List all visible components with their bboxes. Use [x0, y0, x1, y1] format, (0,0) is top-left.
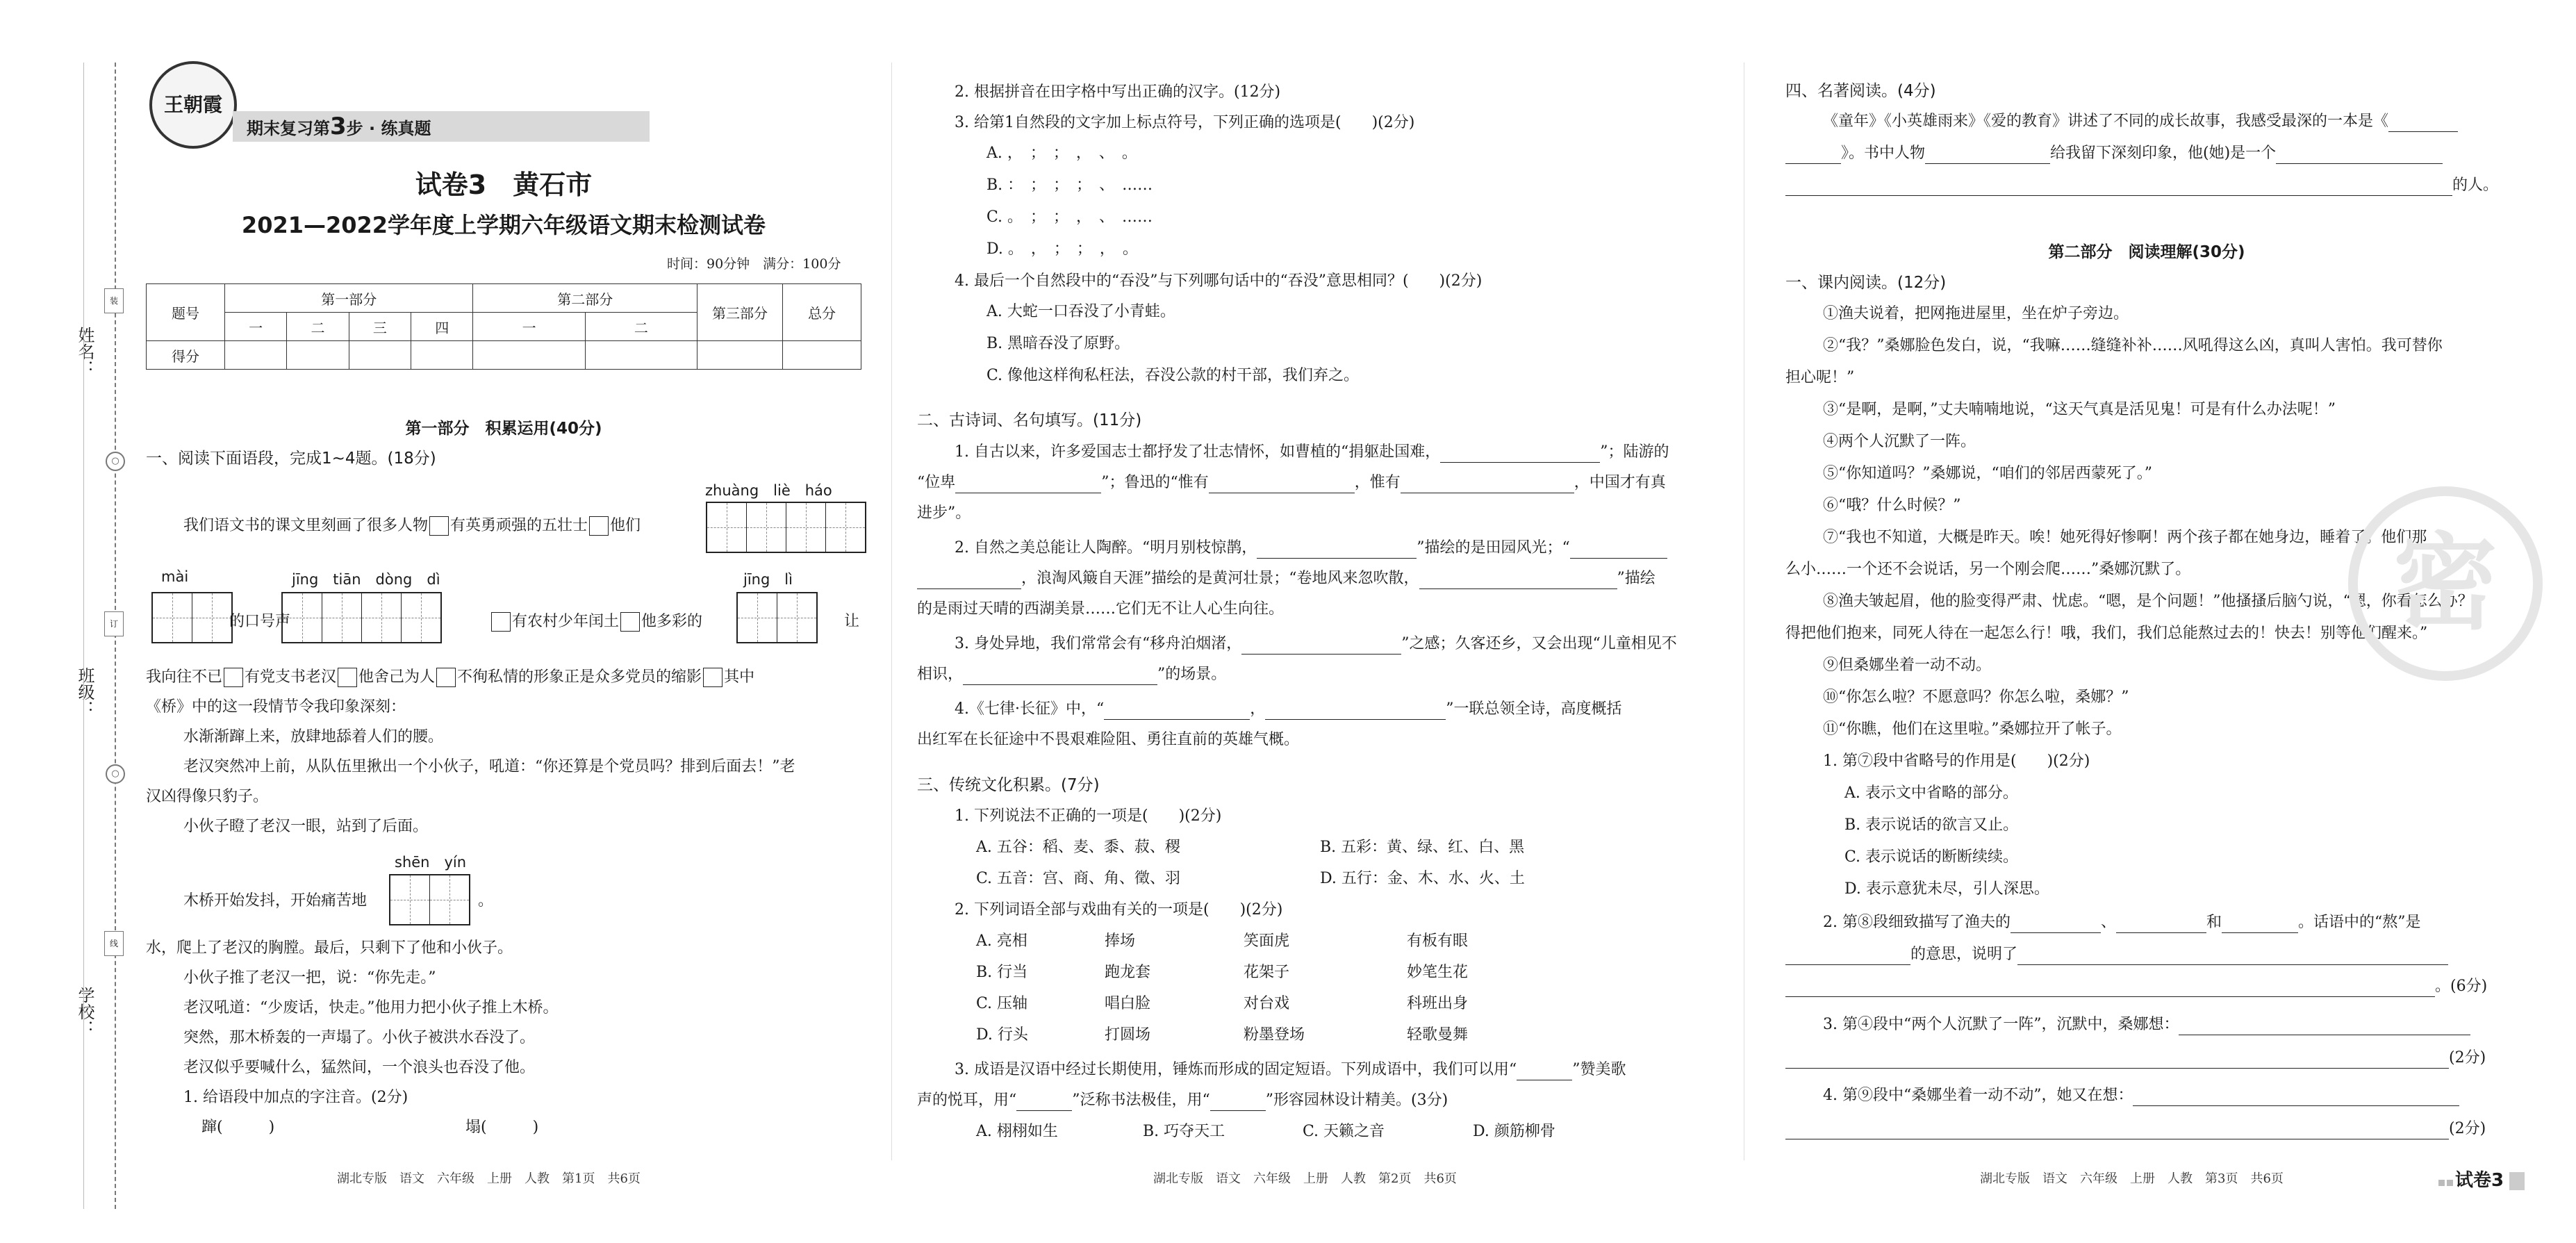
answer-blank[interactable] [1209, 476, 1355, 493]
section-heading: 二、古诗词、名句填写。(11分) [917, 411, 1142, 429]
text-line: ⑪“你瞧，他们在这里啦。”桑娜拉开了帐子。 [1823, 721, 2122, 738]
text-line: 突然，那木桥轰的一声塌了。小伙子被洪水吞没了。 [183, 1029, 536, 1046]
question: 一、阅读下面语段，完成1~4题。(18分) [146, 450, 436, 468]
class-label: 班级： [75, 667, 94, 717]
paper-tab: 试卷3 [2438, 1166, 2525, 1192]
option[interactable]: B. 巧夺天工 [1143, 1123, 1225, 1140]
text-line: 1. 自古以来，许多爱国志士都抒发了壮志情怀，如曹植的“捐躯赴国难， ”；陆游的 [955, 442, 1669, 463]
answer-blank[interactable] [2011, 916, 2101, 933]
section-heading: 第一部分 积累运用(40分) [405, 420, 602, 438]
question: 3. 给第1自然段的文字加上标点符号，下列正确的选项是( )(2分) [955, 114, 1415, 131]
option[interactable]: B. 表示说话的欲言又止。 [1844, 816, 2019, 834]
text-line: 有农村少年闰土 他多彩的 [490, 611, 702, 632]
option[interactable]: C. 天籁之音 [1303, 1123, 1385, 1140]
pinyin: zhuàng liè háo [705, 482, 832, 499]
punctuation-box[interactable] [338, 668, 357, 687]
text-line: 小伙子推了老汉一把，说：“你先走。” [183, 969, 436, 987]
answer-blank[interactable] [1785, 147, 1841, 164]
option[interactable]: D. 颜筋柳骨 [1473, 1123, 1555, 1140]
paper-title: 试卷3 黄石市 [415, 170, 593, 200]
answer-blank[interactable] [963, 668, 1157, 685]
answer-blank[interactable] [1785, 179, 2452, 196]
score-input[interactable] [473, 341, 585, 370]
answer-blank[interactable] [1517, 1063, 1572, 1080]
school-label: 学校： [75, 987, 94, 1037]
text-line: 得把他们抱来，同死人待在一起怎么行！哦，我们，我们总能熬过去的！快去！别等他们醒来。” [1785, 625, 2428, 642]
option-word: 花架子 [1244, 964, 1290, 981]
text-line: ①渔夫说着，把网拖进屋里，坐在炉子旁边。 [1823, 305, 2129, 322]
option[interactable]: A. 栩栩如生 [976, 1123, 1058, 1140]
name-label: 姓名： [75, 327, 94, 377]
text-line: ③“是啊，是啊，”丈夫喃喃地说，“这天气真是活见鬼！可是有什么办法呢！” [1823, 401, 2336, 418]
text-line: ④两个人沉默了一阵。 [1823, 433, 1976, 450]
score-table [146, 283, 861, 370]
section-heading: 一、课内阅读。(12分) [1785, 274, 1947, 292]
page-footer: 湖北专版 语文 六年级 上册 人教 第3页 共6页 [1980, 1171, 2284, 1186]
text-line: “位卑 ”；鲁迅的“惟有 ，惟有 ，中国才有真 [917, 472, 1666, 493]
text-line: 的意思，说明了 [1785, 944, 2448, 965]
punctuation-box[interactable] [703, 668, 723, 687]
exam-meta: 时间：90分钟 满分：100分 [667, 256, 841, 272]
text-line: 老汉吼道：“少废话，快走。”他用力把小伙子推上木桥。 [183, 999, 559, 1016]
answer-blank[interactable] [2116, 916, 2206, 933]
option[interactable]: C. 表示说话的断断续续。 [1844, 848, 2019, 866]
option-word: 妙笔生花 [1407, 964, 1469, 981]
punctuation-box[interactable] [224, 668, 243, 687]
text-line: 。(6分) [1785, 976, 2487, 997]
punctuation-box[interactable] [429, 516, 449, 536]
score-input[interactable] [225, 341, 287, 370]
text-line: 老汉似乎要喊什么，猛然间，一个浪头也吞没了他。 [183, 1059, 536, 1076]
answer-blank[interactable] [1016, 1094, 1072, 1111]
text-line: ⑤“你知道吗？”桑娜说，“咱们的邻居西蒙死了。” [1823, 465, 2152, 482]
page-1 [146, 0, 861, 1243]
text-line: 我们语文书的课文里刻画了很多人物 有英勇顽强的五壮士 他们 [183, 517, 641, 534]
option[interactable]: A. 亮相 [976, 932, 1027, 950]
option[interactable]: C. 。 ； ； ， 、 …… [986, 208, 1153, 226]
option-word: 粉墨登场 [1244, 1026, 1305, 1044]
text-line: 让 [844, 613, 860, 630]
answer-blank[interactable] [1440, 445, 1600, 463]
score-input[interactable] [585, 341, 697, 370]
pinyin: jīng tiān dòng dì [292, 571, 440, 588]
text-line: 老汉突然冲上前，从队伍里揪出一个小伙子，吼道：“你还算是个党员吗？排到后面去！”老 [183, 758, 795, 775]
brand-logo: 王朝霞 [149, 61, 237, 149]
section-heading: 第二部分 阅读理解(30分) [2048, 243, 2245, 261]
watermark-stamp: 密 [2348, 486, 2543, 681]
section-heading: 三、传统文化积累。(7分) [917, 776, 1100, 794]
answer-blank[interactable] [1925, 147, 2050, 164]
option[interactable]: B. 五彩：黄、绿、红、白、黑 [1320, 839, 1525, 856]
table-cell: 得分 [147, 341, 225, 370]
binding-mark: 线 [104, 931, 124, 956]
answer-blank[interactable] [1265, 702, 1446, 720]
answer-blank[interactable] [1401, 476, 1574, 493]
text-line: (2分) [1785, 1119, 2486, 1139]
table-cell: 三 [349, 313, 411, 341]
option-word: 笑面虎 [1244, 932, 1290, 950]
question: 3. 第④段中“两个人沉默了一阵”，沉默中，桑娜想： [1823, 1014, 2470, 1035]
option-word: 轻歌曼舞 [1407, 1026, 1469, 1044]
option[interactable]: C. 压轴 [976, 995, 1028, 1012]
text-line: 的口号声 [229, 613, 291, 630]
answer-blank[interactable]: 蹿( ) [201, 1119, 275, 1136]
stage-banner: 期末复习第3步 · 练真题 [233, 111, 650, 142]
question: 2. 下列词语全部与戏曲有关的一项是( )(2分) [955, 901, 1283, 919]
text-line: 我向往不已 有党支书老汉 他舍己为人 不徇私情的形象正是众多党员的缩影 其中 [146, 668, 755, 686]
score-input[interactable] [697, 341, 783, 370]
question: 2. 根据拼音在田字格中写出正确的汉字。(12分) [955, 83, 1281, 101]
text-line: ⑧渔夫皱起眉，他的脸变得严肃、忧虑。“嗯，是个问题！”他搔搔后脑勺说，“嗯，你看怎么办？ [1823, 593, 2473, 610]
answer-blank[interactable] [917, 572, 1021, 589]
binding-guide [83, 63, 84, 1209]
score-input[interactable] [411, 341, 473, 370]
tianzige-grid[interactable] [736, 592, 818, 643]
text-line: 相识， ”的场景。 [917, 664, 1226, 685]
text-line: 水渐渐蹿上来，放肆地舔着人们的腰。 [183, 728, 444, 746]
answer-blank[interactable] [1785, 980, 2435, 997]
answer-blank[interactable] [1104, 702, 1250, 720]
punch-hole: ○ [106, 764, 125, 784]
section-heading: 四、名著阅读。(4分) [1785, 82, 1936, 100]
option-word: 对台戏 [1244, 995, 1290, 1012]
table-header: 第一部分 [225, 284, 473, 313]
text-line: (2分) [1785, 1048, 2486, 1069]
text-line: 3. 成语是汉语中经过长期使用，锤炼而形成的固定短语。下列成语中，我们可以用“ ”赞美歌 [955, 1060, 1626, 1080]
punctuation-box[interactable] [491, 612, 511, 632]
question: 4. 最后一个自然段中的“吞没”与下列哪句话中的“吞没”意思相同？( )(2分) [955, 272, 1483, 290]
score-input[interactable] [783, 341, 861, 370]
answer-blank[interactable] [1419, 572, 1617, 589]
question: 1. 下列说法不正确的一项是( )(2分) [955, 807, 1222, 825]
punch-hole: ○ [106, 452, 125, 471]
page-footer: 湖北专版 语文 六年级 上册 人教 第2页 共6页 [1153, 1171, 1457, 1186]
text-line: 》。书中人物 给我留下深刻印象，他(她)是一个 [1785, 143, 2443, 164]
text-line: 2. 自然之美总能让人陶醉。“明月别枝惊鹊， ”描绘的是田园风光；“ [955, 538, 1667, 559]
text-line: 《桥》中的这一段情节令我印象深刻： [146, 698, 406, 716]
answer-blank[interactable] [1570, 541, 1667, 559]
answer-blank[interactable] [955, 476, 1101, 493]
answer-blank[interactable] [2179, 1018, 2470, 1035]
text-line: 4.《七律·长征》中，“ ， ”一联总领全诗，高度概括 [955, 699, 1622, 720]
option-word: 跑龙套 [1105, 964, 1151, 981]
text-line: ，浪淘风簸自天涯”描绘的是黄河壮景；“卷地风来忽吹散， ”描绘 [917, 568, 1656, 589]
answer-blank[interactable] [2017, 948, 2448, 965]
text-line: 《童年》《小英雄雨来》《爱的教育》讲述了不同的成长故事，我感受最深的一本是《 [1823, 111, 2458, 132]
tianzige-grid[interactable] [389, 874, 470, 925]
option[interactable]: A. 五谷：稻、麦、黍、菽、稷 [976, 839, 1180, 856]
table-header: 题号 [147, 284, 225, 341]
page-2 [917, 0, 1702, 1243]
text-line: 水，爬上了老汉的胸膛。最后，只剩下了他和小伙子。 [146, 939, 513, 957]
text-line: ②“我？”桑娜脸色发白，说，“我嘛……缝缝补补……风吼得这么凶，真叫人害怕。我可替你 [1823, 337, 2443, 354]
tianzige-grid[interactable] [706, 502, 866, 553]
option[interactable]: B. ： ； ； ； 、 …… [986, 176, 1153, 194]
text-line: ⑦“我也不知道，大概是昨天。唉！她死得好惨啊！两个孩子都在她身边，睡着了。他们那 [1823, 529, 2427, 546]
punctuation-box[interactable] [620, 612, 640, 632]
text-line: 。 [478, 892, 494, 909]
option[interactable]: C. 五音：宫、商、角、徵、羽 [976, 870, 1181, 887]
answer-blank[interactable] [1785, 1051, 2449, 1069]
option-word: 打圆场 [1105, 1026, 1151, 1044]
option[interactable]: A. ， ； ； ， 、 。 [986, 145, 1137, 162]
option[interactable]: C. 像他这样徇私枉法，吞没公款的村干部，我们弃之。 [986, 367, 1360, 384]
page-footer: 湖北专版 语文 六年级 上册 人教 第1页 共6页 [337, 1171, 641, 1186]
punctuation-box[interactable] [589, 516, 609, 536]
pinyin: mài [161, 568, 189, 585]
page-divider [891, 63, 892, 1160]
text-line: ⑥“哦？什么时候？” [1823, 497, 1961, 514]
text-line: 担心呢！” [1785, 369, 1855, 386]
table-cell: 一 [225, 313, 287, 341]
table-header: 第二部分 [473, 284, 697, 313]
table-cell: 二 [287, 313, 349, 341]
option[interactable]: A. 表示文中省略的部分。 [1844, 784, 2018, 802]
answer-blank[interactable] [2388, 115, 2458, 132]
binding-mark: 装 [104, 288, 124, 313]
pinyin: jīng lì [743, 571, 793, 588]
table-cell: 二 [585, 313, 697, 341]
tianzige-grid[interactable] [281, 592, 442, 643]
score-input[interactable] [349, 341, 411, 370]
option[interactable]: B. 黑暗吞没了原野。 [986, 335, 1130, 352]
question: 4. 第⑨段中“桑娜坐着一动不动”，她又在想： [1823, 1085, 2459, 1106]
answer-blank[interactable] [1785, 1122, 2449, 1139]
paper-subtitle: 2021—2022学年度上学期六年级语文期末检测试卷 [241, 212, 766, 238]
option-word: 唱白脸 [1105, 995, 1151, 1012]
answer-blank[interactable] [2222, 916, 2298, 933]
text-line: 汉凶得像只豹子。 [146, 788, 269, 805]
option-word: 捧场 [1105, 932, 1136, 950]
question: 1. 给语段中加点的字注音。(2分) [183, 1089, 408, 1106]
text-line: 出红军在长征途中不畏艰难险阻、勇往直前的英雄气概。 [917, 731, 1300, 748]
answer-blank[interactable] [1785, 948, 1910, 965]
pinyin: shēn yín [395, 854, 467, 871]
binding-mark: 订 [104, 611, 124, 636]
text-line: 的人。 [1785, 175, 2498, 196]
table-header: 第三部分 [697, 284, 783, 341]
option[interactable]: D. 表示意犹未尽，引人深思。 [1844, 880, 2049, 898]
option[interactable]: D. 行头 [976, 1026, 1028, 1044]
text-line: 声的悦耳，用“ ”泛称书法极佳，用“ ”形容园林设计精美。(3分) [917, 1090, 1448, 1111]
option-word: 有板有眼 [1407, 932, 1469, 950]
tianzige-grid[interactable] [151, 592, 233, 643]
option-word: 科班出身 [1407, 995, 1469, 1012]
option[interactable]: B. 行当 [976, 964, 1028, 981]
option[interactable]: A. 大蛇一口吞没了小青蛙。 [986, 303, 1175, 320]
answer-blank[interactable] [1257, 541, 1417, 559]
question: 2. 第⑧段细致描写了渔夫的 、 和 。话语中的“熬”是 [1823, 912, 2421, 933]
answer-blank[interactable] [1241, 637, 1401, 655]
option[interactable]: D. 五行：金、木、水、火、土 [1320, 870, 1525, 887]
score-input[interactable] [287, 341, 349, 370]
answer-blank[interactable] [1210, 1094, 1266, 1111]
table-cell: 四 [411, 313, 473, 341]
text-line: 小伙子瞪了老汉一眼，站到了后面。 [183, 818, 429, 835]
text-line: 么小……一个还不会说话，另一个刚会爬……”桑娜沉默了。 [1785, 561, 2191, 578]
table-cell: 一 [473, 313, 585, 341]
option[interactable]: D. 。 ， ； ； ， 。 [986, 240, 1138, 258]
question: 1. 第⑦段中省略号的作用是( )(2分) [1823, 752, 2090, 770]
answer-blank[interactable] [2133, 1089, 2459, 1106]
text-line: ⑩“你怎么啦？不愿意吗？你怎么啦，桑娜？” [1823, 689, 2129, 706]
text-line: 3. 身处异地，我们常常会有“移舟泊烟渚， ”之感；久客还乡，又会出现“儿童相见不 [955, 634, 1677, 655]
text-line: 进步”。 [917, 504, 971, 522]
table-header: 总分 [783, 284, 861, 341]
text-line: 的是雨过天晴的西湖美景……它们无不让人心生向往。 [917, 600, 1285, 618]
text-line: ⑨但桑娜坐着一动不动。 [1823, 657, 1992, 674]
answer-blank[interactable]: 塌( ) [465, 1119, 539, 1136]
answer-blank[interactable] [2276, 147, 2443, 164]
punctuation-box[interactable] [436, 668, 456, 687]
text-line: 木桥开始发抖，开始痛苦地 [183, 892, 368, 909]
